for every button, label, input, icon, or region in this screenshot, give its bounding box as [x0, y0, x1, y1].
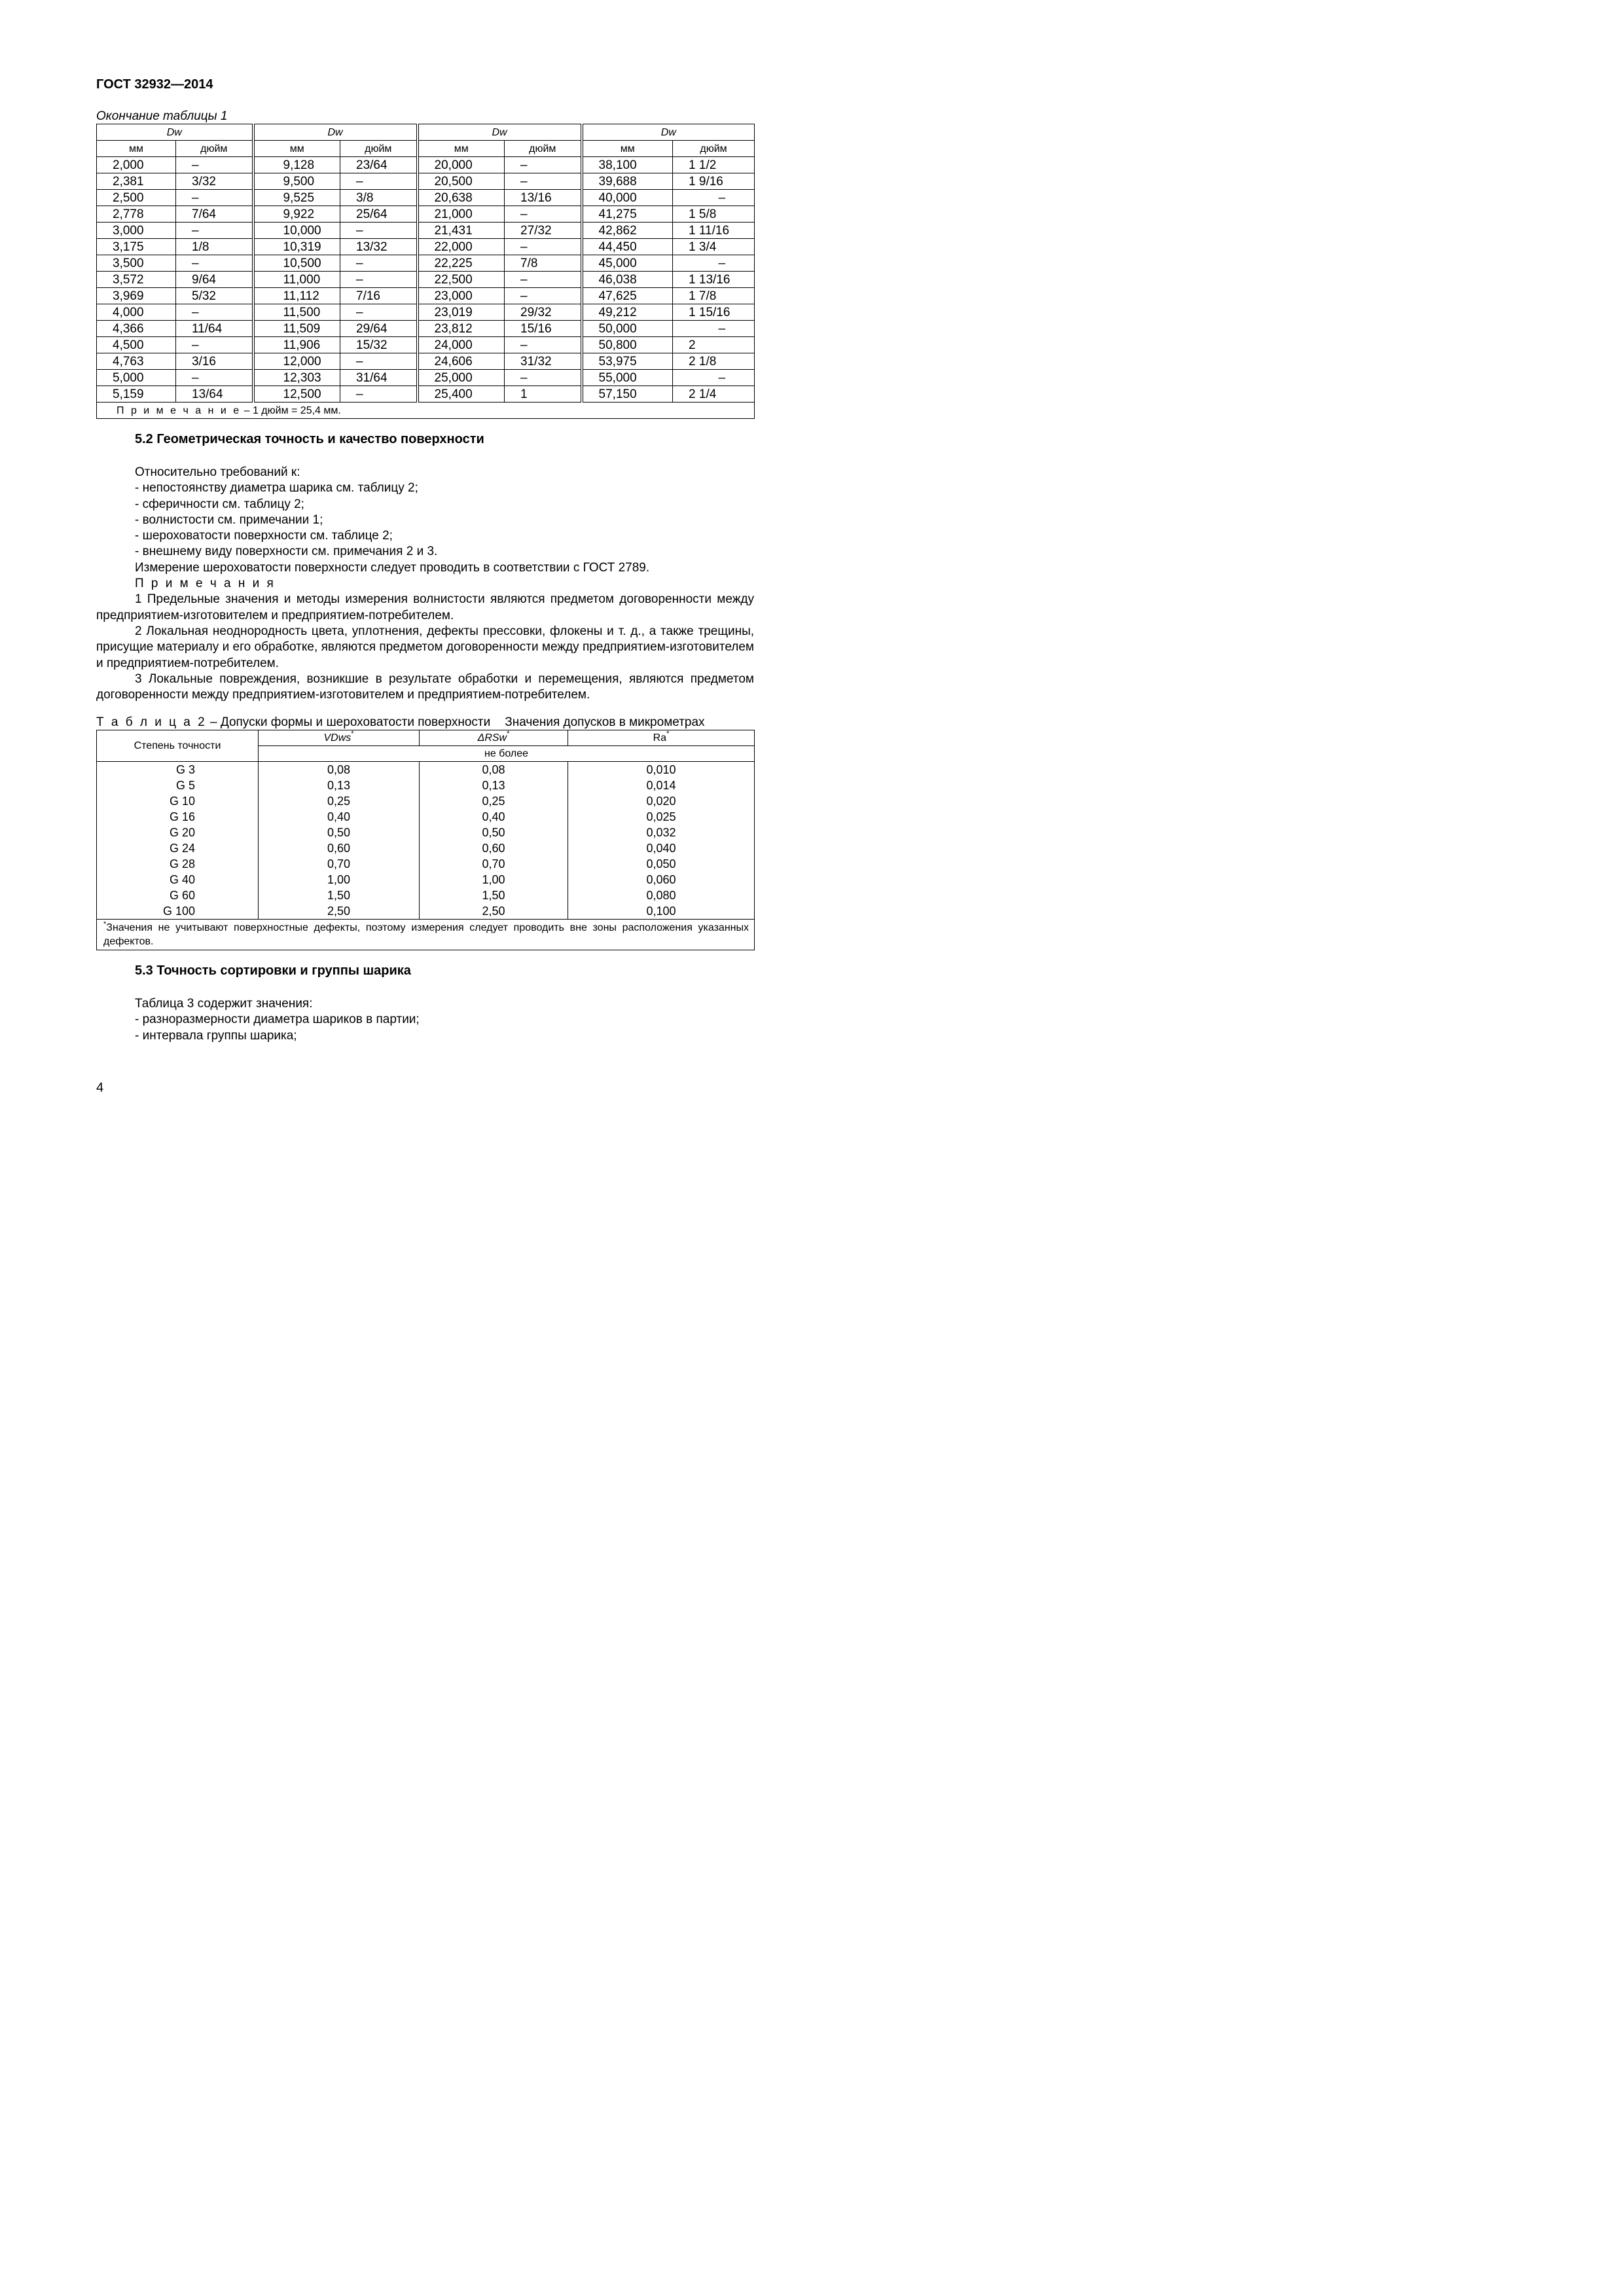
diameter-inch-cell: 7/8: [505, 255, 582, 272]
table1-note-text: – 1 дюйм = 25,4 мм.: [241, 404, 341, 416]
diameter-mm-cell: 4,763: [97, 353, 176, 370]
vdws-cell: 0,50: [259, 825, 420, 840]
diameter-mm-cell: 9,500: [253, 173, 340, 190]
table2-row: [97, 762, 755, 778]
diameter-mm-cell: 3,175: [97, 239, 176, 255]
diameter-inch-cell: –: [176, 223, 253, 239]
diameter-inch-cell: 3/8: [340, 190, 418, 206]
diameter-inch-cell: 29/64: [340, 321, 418, 337]
diameter-inch-cell: –: [340, 272, 418, 288]
diameter-inch-cell: 1/8: [176, 239, 253, 255]
diameter-mm-cell: 53,975: [582, 353, 673, 370]
diameter-inch-cell: 1 13/16: [673, 272, 755, 288]
drsw-cell: 0,70: [420, 856, 568, 872]
table1-row: [97, 223, 755, 239]
vdws-cell: 1,00: [259, 872, 420, 888]
document-title: ГОСТ 32932—2014: [96, 77, 213, 92]
diameter-inch-cell: –: [340, 255, 418, 272]
vdws-cell: 0,70: [259, 856, 420, 872]
diameter-mm-cell: 3,969: [97, 288, 176, 304]
diameter-mm-cell: 45,000: [582, 255, 673, 272]
diameter-inch-cell: –: [505, 239, 582, 255]
diameter-mm-cell: 49,212: [582, 304, 673, 321]
diameter-mm-cell: 40,000: [582, 190, 673, 206]
diameter-inch-cell: 15/16: [505, 321, 582, 337]
diameter-inch-cell: 1 5/8: [673, 206, 755, 223]
diameter-inch-cell: 1 11/16: [673, 223, 755, 239]
diameter-inch-cell: –: [340, 223, 418, 239]
diameter-inch-cell: 29/32: [505, 304, 582, 321]
table1-row: [97, 321, 755, 337]
diameter-mm-cell: 11,112: [253, 288, 340, 304]
dw-header: Dw: [582, 124, 755, 141]
table1-row: [97, 255, 755, 272]
list-item: - внешнему виду поверхности см. примечания 2 и 3.: [135, 545, 438, 559]
diameter-inch-cell: 1 7/8: [673, 288, 755, 304]
table2-row: [97, 825, 755, 840]
table1-row: [97, 206, 755, 223]
drsw-cell: 0,40: [420, 809, 568, 825]
diameter-inch-cell: –: [176, 190, 253, 206]
section-5-2-heading: 5.2 Геометрическая точность и качество поверхности: [135, 432, 484, 446]
unit-mm-header: мм: [253, 141, 340, 157]
note-1: 1 Предельные значения и методы измерения волнистости являются предметом договоренности между предприятием-изготовителем и предприятием-потребителем.: [96, 592, 754, 622]
table2-caption: [96, 715, 705, 730]
diameter-mm-cell: 24,000: [418, 337, 505, 353]
table2-row: [97, 793, 755, 809]
unit-mm-header: мм: [418, 141, 505, 157]
diameter-mm-cell: 5,159: [97, 386, 176, 403]
table2-row: [97, 840, 755, 856]
vdws-header: VDws*: [259, 730, 420, 746]
table2-footnote: *Значения не учитывают поверхностные дефекты, поэтому измерения следует проводить вне зоны расположения указанных дефектов.: [97, 920, 755, 950]
diameter-inch-cell: –: [673, 190, 755, 206]
ra-cell: 0,010: [568, 762, 755, 778]
diameter-mm-cell: 25,400: [418, 386, 505, 403]
vdws-cell: 2,50: [259, 903, 420, 920]
list-item: - интервала группы шарика;: [135, 1028, 297, 1043]
diameter-mm-cell: 9,128: [253, 157, 340, 173]
table1-row: [97, 190, 755, 206]
diameter-mm-cell: 23,000: [418, 288, 505, 304]
table2: [96, 730, 755, 950]
ra-cell: 0,032: [568, 825, 755, 840]
notes-label: П р и м е ч а н и я: [135, 577, 276, 591]
diameter-mm-cell: 11,509: [253, 321, 340, 337]
diameter-mm-cell: 25,000: [418, 370, 505, 386]
grade-cell: G 60: [97, 888, 259, 903]
diameter-mm-cell: 9,922: [253, 206, 340, 223]
diameter-inch-cell: –: [340, 173, 418, 190]
diameter-mm-cell: 5,000: [97, 370, 176, 386]
ra-cell: 0,040: [568, 840, 755, 856]
ra-cell: 0,100: [568, 903, 755, 920]
diameter-mm-cell: 3,572: [97, 272, 176, 288]
diameter-inch-cell: –: [505, 337, 582, 353]
dw-header: Dw: [97, 124, 253, 141]
diameter-inch-cell: 31/32: [505, 353, 582, 370]
diameter-inch-cell: 1 15/16: [673, 304, 755, 321]
diameter-mm-cell: 12,500: [253, 386, 340, 403]
unit-inch-header: дюйм: [176, 141, 253, 157]
diameter-mm-cell: 11,000: [253, 272, 340, 288]
table2-units: Значения допусков в микрометрах: [505, 715, 705, 729]
grade-cell: G 3: [97, 762, 259, 778]
drsw-cell: 1,00: [420, 872, 568, 888]
table1-note-label: П р и м е ч а н и е: [117, 404, 242, 416]
diameter-mm-cell: 22,225: [418, 255, 505, 272]
diameter-mm-cell: 4,500: [97, 337, 176, 353]
ra-cell: 0,014: [568, 778, 755, 793]
unit-inch-header: дюйм: [673, 141, 755, 157]
diameter-inch-cell: 27/32: [505, 223, 582, 239]
vdws-cell: 0,08: [259, 762, 420, 778]
table2-row: [97, 778, 755, 793]
table2-row: [97, 903, 755, 920]
diameter-mm-cell: 20,638: [418, 190, 505, 206]
grade-cell: G 20: [97, 825, 259, 840]
vdws-cell: 0,40: [259, 809, 420, 825]
diameter-mm-cell: 3,000: [97, 223, 176, 239]
list-item: - сферичности см. таблицу 2;: [135, 497, 304, 511]
grade-cell: G 5: [97, 778, 259, 793]
diameter-inch-cell: 9/64: [176, 272, 253, 288]
diameter-mm-cell: 2,778: [97, 206, 176, 223]
diameter-inch-cell: –: [505, 173, 582, 190]
diameter-inch-cell: 25/64: [340, 206, 418, 223]
drsw-header: ΔRSw*: [420, 730, 568, 746]
diameter-mm-cell: 22,500: [418, 272, 505, 288]
table1-body: [97, 124, 755, 419]
grade-cell: G 10: [97, 793, 259, 809]
ra-header: Ra*: [568, 730, 755, 746]
diameter-mm-cell: 57,150: [582, 386, 673, 403]
diameter-mm-cell: 12,000: [253, 353, 340, 370]
diameter-mm-cell: 42,862: [582, 223, 673, 239]
drsw-cell: 2,50: [420, 903, 568, 920]
grade-header: Степень точности: [97, 730, 259, 762]
dw-header: Dw: [253, 124, 418, 141]
table1-row: [97, 304, 755, 321]
ra-cell: 0,060: [568, 872, 755, 888]
grade-cell: G 100: [97, 903, 259, 920]
table2-caption-label: Т а б л и ц а 2: [96, 715, 207, 729]
unit-mm-header: мм: [582, 141, 673, 157]
diameter-mm-cell: 23,019: [418, 304, 505, 321]
paragraph: Измерение шероховатости поверхности следует проводить в соответствии с ГОСТ 2789.: [135, 560, 650, 575]
table2-row: [97, 872, 755, 888]
drsw-cell: 0,25: [420, 793, 568, 809]
diameter-inch-cell: 13/32: [340, 239, 418, 255]
drsw-cell: 0,60: [420, 840, 568, 856]
diameter-inch-cell: –: [340, 353, 418, 370]
diameter-inch-cell: –: [176, 255, 253, 272]
section-5-3-heading: 5.3 Точность сортировки и группы шарика: [135, 963, 411, 978]
diameter-mm-cell: 46,038: [582, 272, 673, 288]
table2-row: [97, 888, 755, 903]
diameter-inch-cell: 2: [673, 337, 755, 353]
diameter-mm-cell: 21,431: [418, 223, 505, 239]
table1-note: [97, 403, 755, 419]
table2-footnote-row: [97, 920, 755, 950]
paragraph: Таблица 3 содержит значения:: [135, 997, 313, 1011]
diameter-mm-cell: 10,319: [253, 239, 340, 255]
grade-cell: G 28: [97, 856, 259, 872]
not-more-header: не более: [259, 746, 755, 762]
diameter-inch-cell: –: [176, 337, 253, 353]
diameter-inch-cell: –: [176, 370, 253, 386]
table1-row: [97, 173, 755, 190]
diameter-inch-cell: 13/64: [176, 386, 253, 403]
list-item: - непостоянству диаметра шарика см. таблицу 2;: [135, 481, 418, 495]
diameter-mm-cell: 2,000: [97, 157, 176, 173]
list-item: - волнистости см. примечании 1;: [135, 512, 323, 527]
diameter-inch-cell: –: [176, 304, 253, 321]
diameter-inch-cell: 11/64: [176, 321, 253, 337]
table2-body: [97, 730, 755, 950]
ra-cell: 0,025: [568, 809, 755, 825]
diameter-mm-cell: 41,275: [582, 206, 673, 223]
document-page: [0, 0, 812, 1148]
section-5-2-body: [96, 465, 754, 703]
unit-inch-header: дюйм: [340, 141, 418, 157]
vdws-cell: 0,25: [259, 793, 420, 809]
diameter-mm-cell: 4,366: [97, 321, 176, 337]
diameter-inch-cell: 2 1/4: [673, 386, 755, 403]
diameter-inch-cell: –: [505, 206, 582, 223]
diameter-mm-cell: 20,500: [418, 173, 505, 190]
page-number: 4: [96, 1081, 104, 1095]
unit-inch-header: дюйм: [505, 141, 582, 157]
diameter-mm-cell: 38,100: [582, 157, 673, 173]
diameter-mm-cell: 55,000: [582, 370, 673, 386]
diameter-mm-cell: 50,000: [582, 321, 673, 337]
diameter-mm-cell: 12,303: [253, 370, 340, 386]
unit-mm-header: мм: [97, 141, 176, 157]
table1-unit-header-row: [97, 141, 755, 157]
table1-row: [97, 288, 755, 304]
diameter-inch-cell: 5/32: [176, 288, 253, 304]
diameter-mm-cell: 11,500: [253, 304, 340, 321]
diameter-inch-cell: 23/64: [340, 157, 418, 173]
table1-row: [97, 239, 755, 255]
diameter-mm-cell: 20,000: [418, 157, 505, 173]
diameter-inch-cell: 2 1/8: [673, 353, 755, 370]
diameter-inch-cell: 7/16: [340, 288, 418, 304]
diameter-inch-cell: 13/16: [505, 190, 582, 206]
drsw-cell: 0,08: [420, 762, 568, 778]
grade-cell: G 24: [97, 840, 259, 856]
diameter-inch-cell: 1 3/4: [673, 239, 755, 255]
diameter-inch-cell: 3/16: [176, 353, 253, 370]
table1-row: [97, 370, 755, 386]
diameter-mm-cell: 9,525: [253, 190, 340, 206]
vdws-cell: 0,60: [259, 840, 420, 856]
table2-header-row: [97, 730, 755, 746]
diameter-inch-cell: –: [673, 321, 755, 337]
vdws-cell: 0,13: [259, 778, 420, 793]
table2-footnote-text: Значения не учитывают поверхностные дефекты, поэтому измерения следует проводить вне зоны расположения указанных дефектов.: [103, 922, 749, 947]
diameter-inch-cell: 1 9/16: [673, 173, 755, 190]
drsw-cell: 1,50: [420, 888, 568, 903]
diameter-mm-cell: 10,500: [253, 255, 340, 272]
table2-row: [97, 809, 755, 825]
diameter-inch-cell: –: [505, 288, 582, 304]
table1-row: [97, 386, 755, 403]
list-item: - шероховатости поверхности см. таблице 2;: [135, 529, 393, 543]
table1: [96, 124, 755, 419]
table1-note-row: [97, 403, 755, 419]
note-3: 3 Локальные повреждения, возникшие в результате обработки и перемещения, являются предметом договоренности между предприятием-изготовителем и предприятием-потребителем.: [96, 672, 754, 702]
diameter-inch-cell: 15/32: [340, 337, 418, 353]
table1-group-header-row: [97, 124, 755, 141]
diameter-mm-cell: 47,625: [582, 288, 673, 304]
diameter-inch-cell: –: [176, 157, 253, 173]
drsw-cell: 0,50: [420, 825, 568, 840]
diameter-mm-cell: 39,688: [582, 173, 673, 190]
table1-row: [97, 157, 755, 173]
ra-cell: 0,050: [568, 856, 755, 872]
diameter-inch-cell: –: [505, 370, 582, 386]
diameter-inch-cell: –: [340, 386, 418, 403]
table1-row: [97, 353, 755, 370]
table1-caption: Окончание таблицы 1: [96, 109, 228, 123]
dw-header: Dw: [418, 124, 582, 141]
diameter-mm-cell: 50,800: [582, 337, 673, 353]
table2-row: [97, 856, 755, 872]
diameter-mm-cell: 11,906: [253, 337, 340, 353]
diameter-inch-cell: –: [340, 304, 418, 321]
diameter-inch-cell: –: [505, 272, 582, 288]
diameter-mm-cell: 22,000: [418, 239, 505, 255]
table2-caption-text: – Допуски формы и шероховатости поверхности: [206, 715, 491, 729]
diameter-inch-cell: 1: [505, 386, 582, 403]
paragraph: Относительно требований к:: [135, 465, 300, 479]
diameter-mm-cell: 44,450: [582, 239, 673, 255]
diameter-inch-cell: 3/32: [176, 173, 253, 190]
grade-cell: G 16: [97, 809, 259, 825]
ra-cell: 0,080: [568, 888, 755, 903]
diameter-mm-cell: 10,000: [253, 223, 340, 239]
diameter-mm-cell: 23,812: [418, 321, 505, 337]
diameter-mm-cell: 21,000: [418, 206, 505, 223]
diameter-inch-cell: –: [673, 370, 755, 386]
diameter-mm-cell: 3,500: [97, 255, 176, 272]
diameter-inch-cell: 1 1/2: [673, 157, 755, 173]
ra-cell: 0,020: [568, 793, 755, 809]
diameter-inch-cell: 31/64: [340, 370, 418, 386]
vdws-cell: 1,50: [259, 888, 420, 903]
diameter-mm-cell: 2,500: [97, 190, 176, 206]
diameter-inch-cell: –: [505, 157, 582, 173]
drsw-cell: 0,13: [420, 778, 568, 793]
diameter-mm-cell: 2,381: [97, 173, 176, 190]
section-5-3-body: [135, 996, 420, 1044]
note-2: 2 Локальная неоднородность цвета, уплотнения, дефекты прессовки, флокены и т. д., а также трещины, присущие материалу и его обработке, являются предметом договоренности между предприятием-изготовителем и предприятием-потребителем.: [96, 624, 754, 670]
diameter-inch-cell: –: [673, 255, 755, 272]
diameter-mm-cell: 24,606: [418, 353, 505, 370]
list-item: - разноразмерности диаметра шариков в партии;: [135, 1013, 420, 1027]
diameter-inch-cell: 7/64: [176, 206, 253, 223]
table1-row: [97, 337, 755, 353]
grade-cell: G 40: [97, 872, 259, 888]
table1-row: [97, 272, 755, 288]
diameter-mm-cell: 4,000: [97, 304, 176, 321]
